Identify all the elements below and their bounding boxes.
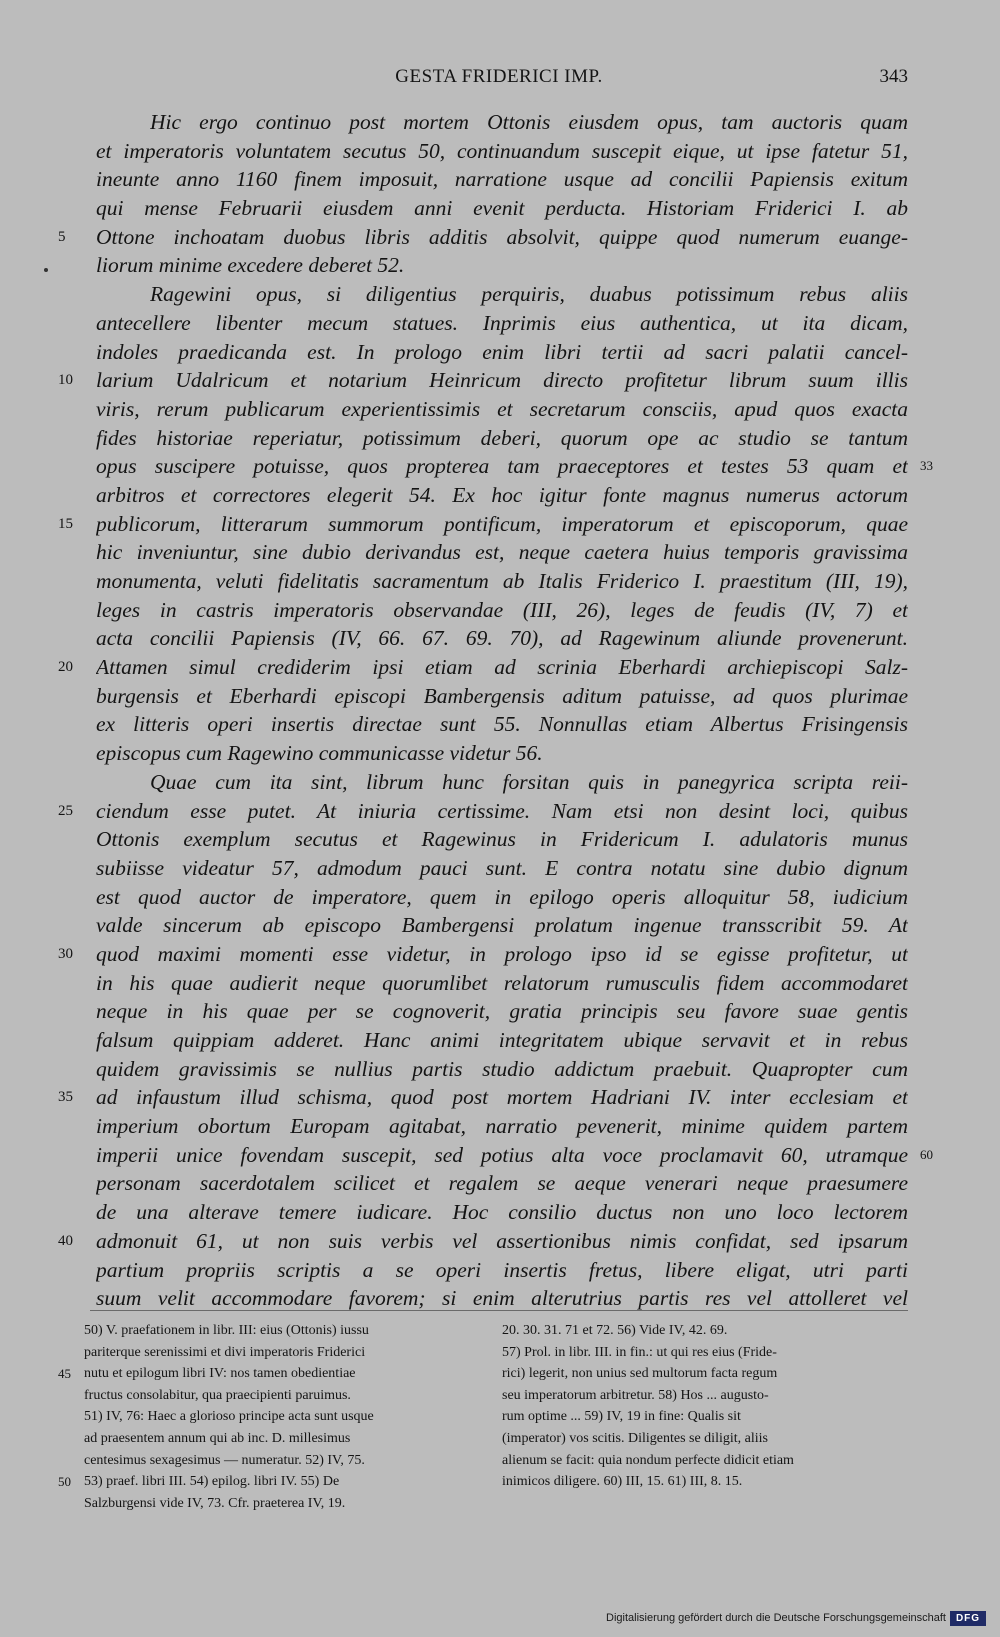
text-line bbox=[0, 1227, 1000, 1256]
footnote-line bbox=[0, 1406, 1000, 1428]
text-line bbox=[0, 1026, 1000, 1055]
text-line bbox=[0, 797, 1000, 826]
line-text: ad infaustum illud schisma, quod post mortem Hadriani IV. inter ecclesiam et bbox=[96, 1085, 908, 1110]
text-line bbox=[0, 596, 1000, 625]
text-line bbox=[0, 567, 1000, 596]
text-line bbox=[0, 366, 1000, 395]
footnote-left-column: fructus consolabitur, qua praecipienti paruimus. bbox=[84, 1387, 351, 1403]
footnote-line bbox=[0, 1342, 1000, 1364]
footnote-right-column: (imperator) vos scitis. Diligentes se diligit, aliis bbox=[502, 1430, 768, 1446]
line-text: in his quae audierit neque quorumlibet relatorum rumusculis fidem accommodaret bbox=[96, 970, 908, 995]
line-text: indoles praedicanda est. In prologo enim libri tertii ad sacri palatii cancel- bbox=[96, 339, 908, 364]
footnote-line bbox=[0, 1471, 1000, 1493]
text-line bbox=[0, 395, 1000, 424]
running-title: GESTA FRIDERICI IMP. bbox=[395, 66, 603, 87]
text-line bbox=[0, 452, 1000, 481]
line-text: viris, rerum publicarum experientissimis et secretarum consciis, apud quos exacta bbox=[96, 396, 908, 421]
line-text: publicorum, litterarum summorum pontificum, imperatorum et episcoporum, quae bbox=[96, 511, 908, 536]
margin-note: 60 bbox=[920, 1146, 933, 1162]
text-line bbox=[0, 1284, 1000, 1313]
line-text: qui mense Februarii eiusdem anni evenit perducta. Historiam Friderici I. ab bbox=[96, 196, 908, 221]
line-number: 50 bbox=[58, 1474, 71, 1490]
text-line bbox=[0, 165, 1000, 194]
text-line bbox=[0, 911, 1000, 940]
footnote-left-column: nutu et epilogum libri IV: nos tamen obedientiae bbox=[84, 1366, 356, 1382]
text-line bbox=[0, 1083, 1000, 1112]
text-line bbox=[0, 1112, 1000, 1141]
line-text: et imperatoris voluntatem secutus 50, continuandum suscepit eique, ut ipse fatetur 51, bbox=[96, 138, 908, 163]
line-number: 30 bbox=[58, 945, 73, 962]
text-line bbox=[0, 1055, 1000, 1084]
line-text: admonuit 61, ut non suis verbis vel assertionibus nimis confidat, sed ipsarum bbox=[96, 1228, 908, 1253]
line-text: valde sincerum ab episcopo Bambergensi prolatum ingenue transscribit 59. At bbox=[96, 913, 908, 938]
text-line bbox=[0, 768, 1000, 797]
line-text: burgensis et Eberhardi episcopi Bambergensis aditum patuisse, ad quos plurimae bbox=[96, 683, 908, 708]
footnotes bbox=[0, 1320, 1000, 1514]
footnote-line bbox=[0, 1493, 1000, 1515]
line-text: suum velit accommodare favorem; si enim alterutrius partis res vel attolleret vel bbox=[96, 1286, 908, 1311]
line-text: hic inveniuntur, sine dubio derivandus est, neque caetera huius temporis gravissima bbox=[96, 540, 908, 565]
line-text: quod maximi momenti esse videtur, in prologo ipso id se egisse profitetur, ut bbox=[96, 941, 908, 966]
line-text: Ottonis exemplum secutus et Ragewinus in Fridericum I. adulatoris munus bbox=[96, 827, 908, 852]
text-line bbox=[0, 710, 1000, 739]
footnote-line bbox=[0, 1363, 1000, 1385]
text-line bbox=[0, 969, 1000, 998]
line-text: monumenta, veluti fidelitatis sacramentum ab Italis Friderico I. praestitum (III, 19), bbox=[96, 569, 908, 593]
digitization-credit bbox=[606, 1609, 986, 1627]
text-line bbox=[0, 1141, 1000, 1170]
footnote-left-column: pariterque serenissimi et divi imperatoris Friderici bbox=[84, 1344, 366, 1360]
text-line bbox=[0, 108, 1000, 137]
main-text bbox=[0, 108, 1000, 1313]
line-text: acta concilii Papiensis (IV, 66. 67. 69. 70), ad Ragewinum aliunde provenerunt. bbox=[96, 626, 908, 651]
text-line bbox=[0, 682, 1000, 711]
line-text: partium propriis scriptis a se operi insertis fretus, libere eligat, utri parti bbox=[96, 1257, 908, 1282]
text-line bbox=[0, 309, 1000, 338]
line-number: 45 bbox=[58, 1366, 71, 1382]
line-text: opus suscipere potuisse, quos propterea tam praeceptores et testes 53 quam et bbox=[96, 454, 908, 479]
line-text: fides historiae reperiatur, potissimum deberi, quorum ope ac studio se tantum bbox=[96, 425, 908, 450]
line-text: imperii unice fovendam suscepit, sed potius alta voce proclamavit 60, utramque bbox=[96, 1142, 908, 1167]
text-line bbox=[0, 1256, 1000, 1285]
line-text: Hic ergo continuo post mortem Ottonis eiusdem opus, tam auctoris quam bbox=[150, 110, 908, 134]
line-text: Ragewini opus, si diligentius perquiris, duabus potissimum rebus aliis bbox=[150, 282, 908, 307]
line-text: leges in castris imperatoris observandae (III, 26), leges de feudis (IV, 7) et bbox=[96, 597, 908, 622]
line-text: larium Udalricum et notarium Heinricum directo profitetur librum suum illis bbox=[96, 368, 908, 393]
footnote-left-column: 53) praef. libri III. 54) epilog. libri IV. 55) De bbox=[84, 1474, 340, 1490]
text-line bbox=[0, 883, 1000, 912]
line-text: neque in his quae per se cognoverit, gratia principis seu favore suae gentis bbox=[96, 999, 908, 1024]
line-text: de una alterave temere iudicare. Hoc consilio ductus non uno loco lectorem bbox=[96, 1200, 908, 1225]
text-line bbox=[0, 854, 1000, 883]
footnote-right-column: alienum se facit: quia nondum perfecte didicit etiam bbox=[502, 1452, 794, 1468]
line-text: imperium obortum Europam agitabat, narratio pevenerit, minime quidem partem bbox=[96, 1114, 908, 1139]
footnote-left-column: centesimus sexagesimus — numeratur. 52) IV, 75. bbox=[84, 1452, 365, 1468]
line-text: ineunte anno 1160 finem imposuit, narratione usque ad concilii Papiensis exitum bbox=[96, 167, 908, 192]
line-text: est quod auctor de imperatore, quem in epilogo operis alloquitur 58, iudicium bbox=[96, 884, 908, 909]
line-number: 15 bbox=[58, 515, 73, 532]
line-text: liorum minime excedere deberet 52. bbox=[96, 253, 405, 278]
line-text: quidem gravissimis se nullius partis studio addictum praebuit. Quapropter cum bbox=[96, 1056, 908, 1081]
text-line bbox=[0, 251, 1000, 280]
text-line bbox=[0, 997, 1000, 1026]
text-line bbox=[0, 1198, 1000, 1227]
text-line bbox=[0, 739, 1000, 768]
text-line bbox=[0, 194, 1000, 223]
line-number: 5 bbox=[58, 228, 66, 245]
footnote-line bbox=[0, 1385, 1000, 1407]
text-line bbox=[0, 280, 1000, 309]
footnote-separator bbox=[90, 1310, 908, 1311]
line-number: 25 bbox=[58, 802, 73, 819]
line-text: Attamen simul crediderim ipsi etiam ad scrinia Eberhardi archiepiscopi Salz- bbox=[96, 655, 908, 680]
line-text: ciendum esse putet. At iniuria certissime. Nam etsi non desint loci, quibus bbox=[96, 798, 908, 823]
footnote-left-column: Salzburgensi vide IV, 73. Cfr. praeterea IV, 19. bbox=[84, 1495, 346, 1511]
line-text: personam sacerdotalem scilicet et regalem se aeque venerari neque praesumere bbox=[96, 1171, 908, 1196]
text-line bbox=[0, 223, 1000, 252]
text-line bbox=[0, 510, 1000, 539]
margin-note: 33 bbox=[920, 458, 933, 474]
footnote-right-column: rici) legerit, non unius sed multorum facta regum bbox=[502, 1366, 778, 1382]
text-line bbox=[0, 653, 1000, 682]
line-number: 10 bbox=[58, 372, 73, 389]
text-line bbox=[0, 940, 1000, 969]
line-text: Quae cum ita sint, librum hunc forsitan quis in panegyrica scripta reii- bbox=[150, 769, 908, 794]
line-text: episcopus cum Ragewino communicasse videtur 56. bbox=[96, 741, 543, 766]
text-line bbox=[0, 624, 1000, 653]
line-text: Ottone inchoatam duobus libris additis absolvit, quippe quod numerum euange- bbox=[96, 224, 908, 249]
footnote-line bbox=[0, 1428, 1000, 1450]
line-text: arbitros et correctores elegerit 54. Ex hoc igitur fonte magnus numerus actorum bbox=[96, 482, 908, 507]
footnote-left-column: 51) IV, 76: Haec a glorioso principe acta sunt usque bbox=[84, 1409, 374, 1425]
line-number: 40 bbox=[58, 1232, 73, 1249]
line-text: ex litteris operi insertis directae sunt 55. Nonnullas etiam Albertus Frisingensis bbox=[96, 712, 908, 737]
text-line bbox=[0, 825, 1000, 854]
credit-text: Digitalisierung gefördert durch die Deutsche Forschungsgemeinschaft bbox=[606, 1612, 946, 1624]
footnote-right-column: seu imperatorum arbitretur. 58) Hos ... augusto- bbox=[502, 1387, 769, 1403]
running-head bbox=[90, 66, 908, 92]
line-text: subiisse videatur 57, admodum pauci sunt. E contra notatu sine dubio dignum bbox=[96, 855, 908, 880]
footnote-left-column: ad praesentem annum qui ab inc. D. millesimus bbox=[84, 1430, 351, 1446]
line-text: falsum quippiam adderet. Hanc animi integritatem ubique servavit et in rebus bbox=[96, 1028, 908, 1052]
footnote-right-column: rum optime ... 59) IV, 19 in fine: Qualis sit bbox=[502, 1409, 741, 1425]
text-line bbox=[0, 538, 1000, 567]
footnote-left-column: 50) V. praefationem in libr. III: eius (Ottonis) iussu bbox=[84, 1323, 369, 1338]
footnote-right-column: inimicos diligere. 60) III, 15. 61) III, 8. 15. bbox=[502, 1474, 743, 1490]
footnote-right-column: 20. 30. 31. 71 et 72. 56) Vide IV, 42. 69. bbox=[502, 1323, 728, 1338]
text-line bbox=[0, 424, 1000, 453]
text-line bbox=[0, 1169, 1000, 1198]
dfg-logo: DFG bbox=[950, 1611, 986, 1626]
footnote-right-column: 57) Prol. in libr. III. in fin.: ut qui res eius (Fride- bbox=[502, 1344, 777, 1360]
text-line bbox=[0, 481, 1000, 510]
line-number: 20 bbox=[58, 659, 73, 676]
text-line bbox=[0, 338, 1000, 367]
text-line bbox=[0, 137, 1000, 166]
line-number: 35 bbox=[58, 1089, 73, 1106]
footnote-line bbox=[0, 1320, 1000, 1342]
line-text: antecellere libenter mecum statues. Inprimis eius authentica, ut ita dicam, bbox=[96, 310, 908, 335]
page-number: 343 bbox=[879, 66, 908, 87]
footnote-line bbox=[0, 1450, 1000, 1472]
